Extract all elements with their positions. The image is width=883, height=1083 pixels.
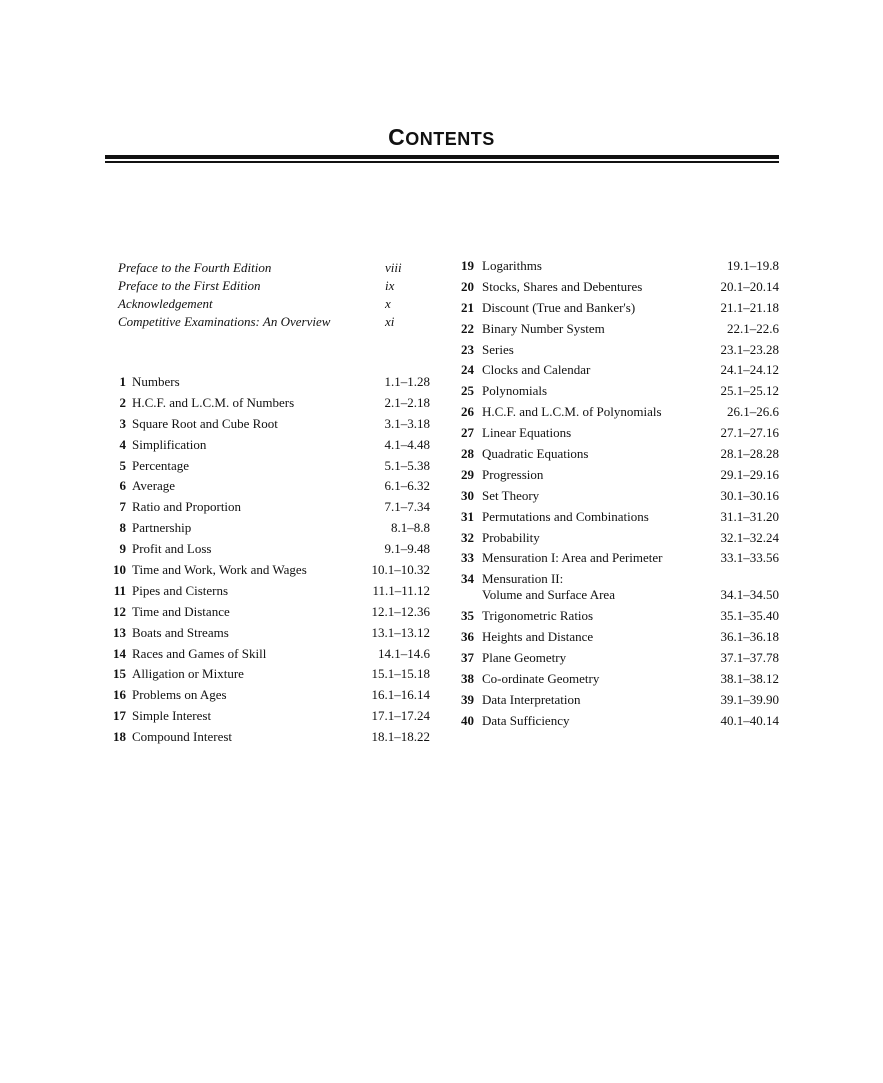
chapter-entry[interactable] (112, 374, 430, 390)
title-rule-thin (105, 161, 779, 163)
chapter-title: Discount (True and Banker's) (482, 299, 636, 315)
chapter-pages: 26.1–26.6 (727, 404, 779, 420)
chapter-number: 7 (119, 499, 126, 515)
chapter-number: 35 (461, 608, 474, 624)
chapter-number: 32 (461, 529, 474, 545)
prelim-page: viii (385, 260, 402, 275)
chapter-number: 5 (119, 457, 126, 473)
chapter-number: 8 (119, 520, 126, 536)
chapter-number: 30 (461, 487, 474, 503)
chapter-entry[interactable] (112, 687, 430, 703)
chapter-entry[interactable] (112, 625, 430, 641)
chapter-title: Simplification (132, 436, 207, 452)
chapter-pages: 19.1–19.8 (727, 258, 779, 273)
chapter-pages: 39.1–39.90 (720, 691, 779, 707)
chapter-entry[interactable] (461, 467, 779, 483)
chapter-number: 10 (113, 562, 126, 578)
chapter-number: 4 (119, 436, 126, 452)
chapter-pages: 16.1–16.14 (371, 687, 430, 703)
chapter-entry[interactable] (461, 383, 779, 399)
chapter-pages: 12.1–12.36 (371, 603, 430, 619)
chapter-pages: 24.1–24.12 (720, 362, 779, 378)
chapter-entry[interactable] (112, 437, 430, 453)
chapter-pages: 3.1–3.18 (384, 415, 430, 431)
chapter-entry[interactable] (112, 729, 430, 745)
chapter-entry[interactable] (461, 671, 779, 687)
chapter-entry[interactable] (461, 362, 779, 378)
chapter-pages: 9.1–9.48 (384, 541, 430, 557)
chapter-title: Data Sufficiency (482, 712, 570, 728)
chapter-title: Time and Work, Work and Wages (132, 562, 307, 578)
chapter-number: 25 (461, 383, 474, 399)
chapter-title: Stocks, Shares and Debentures (482, 278, 643, 294)
chapter-title: Boats and Streams (132, 624, 229, 640)
chapter-pages: 28.1–28.28 (720, 446, 779, 462)
chapter-title: Logarithms (482, 258, 542, 273)
chapter-entry[interactable] (461, 446, 779, 462)
chapter-entry[interactable] (112, 395, 430, 411)
chapter-pages: 40.1–40.14 (720, 712, 779, 728)
chapter-number: 13 (113, 624, 126, 640)
chapter-title: Alligation or Mixture (132, 666, 244, 682)
prelim-item[interactable] (118, 313, 438, 331)
chapter-pages: 17.1–17.24 (371, 708, 430, 724)
chapter-entry[interactable] (112, 458, 430, 474)
prelim-label: Acknowledgement (118, 296, 213, 311)
chapter-pages: 31.1–31.20 (720, 508, 779, 524)
chapter-title: Mensuration II: (482, 571, 564, 587)
chapter-pages: 30.1–30.16 (720, 487, 779, 503)
chapter-pages: 25.1–25.12 (720, 383, 779, 399)
chapter-number: 31 (461, 508, 474, 524)
chapter-number: 24 (461, 362, 474, 378)
chapter-title: Binary Number System (482, 320, 605, 336)
chapter-number: 1 (119, 374, 126, 389)
prelim-label: Preface to the Fourth Edition (118, 260, 272, 275)
chapter-title: Heights and Distance (482, 629, 594, 645)
title-rule-thick (105, 155, 779, 159)
chapter-title: Co-ordinate Geometry (482, 670, 600, 686)
chapter-pages: 37.1–37.78 (720, 650, 779, 666)
chapter-entry[interactable] (112, 499, 430, 515)
chapter-number: 15 (113, 666, 126, 682)
chapter-entry[interactable] (461, 571, 779, 603)
chapter-pages: 5.1–5.38 (384, 457, 430, 473)
chapter-title: Mensuration I: Area and Perimeter (482, 550, 663, 566)
chapter-entry[interactable] (461, 425, 779, 441)
prelim-label: Competitive Examinations: An Overview (118, 314, 331, 329)
chapter-number: 2 (119, 394, 126, 410)
chapter-pages: 13.1–13.12 (371, 624, 430, 640)
chapter-entry[interactable] (461, 488, 779, 504)
chapter-number: 9 (119, 541, 126, 557)
chapter-number: 16 (113, 687, 126, 703)
chapter-title: Profit and Loss (132, 541, 212, 557)
chapter-pages: 21.1–21.18 (720, 299, 779, 315)
chapter-entry[interactable] (461, 550, 779, 566)
chapter-title: H.C.F. and L.C.M. of Numbers (132, 394, 295, 410)
chapter-entry[interactable] (112, 520, 430, 536)
chapter-pages: 8.1–8.8 (391, 520, 430, 536)
chapter-pages: 34.1–34.50 (720, 587, 779, 603)
chapter-pages: 14.1–14.6 (378, 645, 430, 661)
chapter-pages: 23.1–23.28 (720, 341, 779, 357)
prelim-page: x (385, 296, 391, 311)
chapter-number: 39 (461, 691, 474, 707)
chapter-number: 28 (461, 446, 474, 462)
chapter-number: 20 (461, 278, 474, 294)
chapter-entry[interactable] (461, 300, 779, 316)
chapter-title: Permutations and Combinations (482, 508, 649, 524)
chapter-number: 26 (461, 404, 474, 420)
chapter-entry[interactable] (112, 541, 430, 557)
chapter-number: 21 (461, 299, 474, 315)
chapter-number: 37 (461, 650, 474, 666)
chapter-entry[interactable] (461, 608, 779, 624)
chapter-title: Simple Interest (132, 708, 212, 724)
page-title (0, 124, 883, 151)
page-title-rest: ONTENTS (405, 129, 495, 149)
chapter-title: Progression (482, 466, 544, 482)
chapter-number: 17 (113, 708, 126, 724)
chapter-title-line2: Volume and Surface Area (482, 587, 615, 603)
chapter-pages: 35.1–35.40 (720, 608, 779, 624)
chapter-entry[interactable] (461, 404, 779, 420)
chapter-number: 40 (461, 712, 474, 728)
chapter-entry[interactable] (112, 478, 430, 494)
chapter-number: 6 (119, 478, 126, 494)
chapter-pages: 32.1–32.24 (720, 529, 779, 545)
chapter-title: Average (132, 478, 176, 494)
chapter-title: Series (482, 341, 514, 357)
chapter-pages: 33.1–33.56 (720, 550, 779, 566)
prelim-item[interactable] (118, 259, 438, 277)
chapter-number: 22 (461, 320, 474, 336)
chapter-entry[interactable] (461, 650, 779, 666)
page-title-initial: C (388, 124, 406, 150)
chapter-title: Square Root and Cube Root (132, 415, 278, 431)
chapter-number: 12 (113, 603, 126, 619)
chapter-entry[interactable] (112, 646, 430, 662)
contents-column-left (112, 374, 430, 750)
chapter-pages: 1.1–1.28 (384, 374, 430, 389)
chapter-title: Pipes and Cisterns (132, 582, 229, 598)
chapter-entry[interactable] (461, 321, 779, 337)
chapter-title: Linear Equations (482, 425, 572, 441)
chapter-title: Partnership (132, 520, 192, 536)
chapter-pages: 2.1–2.18 (384, 394, 430, 410)
chapter-title-two-line (482, 571, 721, 603)
chapter-pages: 22.1–22.6 (727, 320, 779, 336)
chapter-entry[interactable] (461, 713, 779, 729)
chapter-title: Clocks and Calendar (482, 362, 591, 378)
chapter-entry[interactable] (461, 279, 779, 295)
prelim-label: Preface to the First Edition (118, 278, 261, 293)
chapter-number: 36 (461, 629, 474, 645)
prelim-item[interactable] (118, 295, 438, 313)
chapter-number: 34 (461, 571, 474, 587)
chapter-entry[interactable] (112, 583, 430, 599)
chapter-entry[interactable] (461, 692, 779, 708)
chapter-pages: 10.1–10.32 (371, 562, 430, 578)
chapter-title: Races and Games of Skill (132, 645, 267, 661)
chapter-entry[interactable] (461, 629, 779, 645)
chapter-pages: 38.1–38.12 (720, 670, 779, 686)
prelim-page: xi (385, 314, 395, 329)
chapter-entry[interactable] (112, 416, 430, 432)
chapter-pages: 7.1–7.34 (384, 499, 430, 515)
chapter-number: 11 (113, 582, 126, 598)
chapter-title: Numbers (132, 374, 180, 389)
chapter-entry[interactable] (461, 530, 779, 546)
chapter-entry[interactable] (112, 666, 430, 682)
chapter-number: 29 (461, 466, 474, 482)
chapter-entry[interactable] (112, 708, 430, 724)
chapter-title: Problems on Ages (132, 687, 227, 703)
chapter-number: 27 (461, 425, 474, 441)
chapter-entry[interactable] (461, 258, 779, 274)
prelim-item[interactable] (118, 277, 438, 295)
contents-column-right (461, 258, 779, 734)
chapter-title: Probability (482, 529, 540, 545)
chapter-pages: 11.1–11.12 (372, 582, 430, 598)
chapter-entry[interactable] (112, 562, 430, 578)
chapter-title: Trigonometric Ratios (482, 608, 594, 624)
chapter-number: 33 (461, 550, 474, 566)
chapter-title: Compound Interest (132, 729, 233, 745)
chapter-title: H.C.F. and L.C.M. of Polynomials (482, 404, 662, 420)
chapter-title: Percentage (132, 457, 190, 473)
chapter-pages: 36.1–36.18 (720, 629, 779, 645)
chapter-entry[interactable] (112, 604, 430, 620)
chapter-title: Set Theory (482, 487, 540, 503)
chapter-title: Ratio and Proportion (132, 499, 242, 515)
chapter-pages: 15.1–15.18 (371, 666, 430, 682)
chapter-entry[interactable] (461, 342, 779, 358)
chapter-title: Time and Distance (132, 603, 230, 619)
chapter-number: 14 (113, 645, 126, 661)
chapter-pages: 4.1–4.48 (384, 436, 430, 452)
chapter-number: 19 (461, 258, 474, 273)
chapter-number: 18 (113, 729, 126, 745)
chapter-number: 38 (461, 670, 474, 686)
chapter-title: Quadratic Equations (482, 446, 589, 462)
chapter-pages: 27.1–27.16 (720, 425, 779, 441)
chapter-pages: 20.1–20.14 (720, 278, 779, 294)
prelims-list (118, 259, 438, 331)
chapter-title: Data Interpretation (482, 691, 581, 707)
chapter-title: Plane Geometry (482, 650, 567, 666)
chapter-number: 3 (119, 415, 126, 431)
chapter-pages: 18.1–18.22 (371, 729, 430, 745)
chapter-entry[interactable] (461, 509, 779, 525)
chapter-pages: 6.1–6.32 (384, 478, 430, 494)
chapter-pages: 29.1–29.16 (720, 466, 779, 482)
chapter-number: 23 (461, 341, 474, 357)
prelim-page: ix (385, 278, 395, 293)
chapter-title: Polynomials (482, 383, 548, 399)
